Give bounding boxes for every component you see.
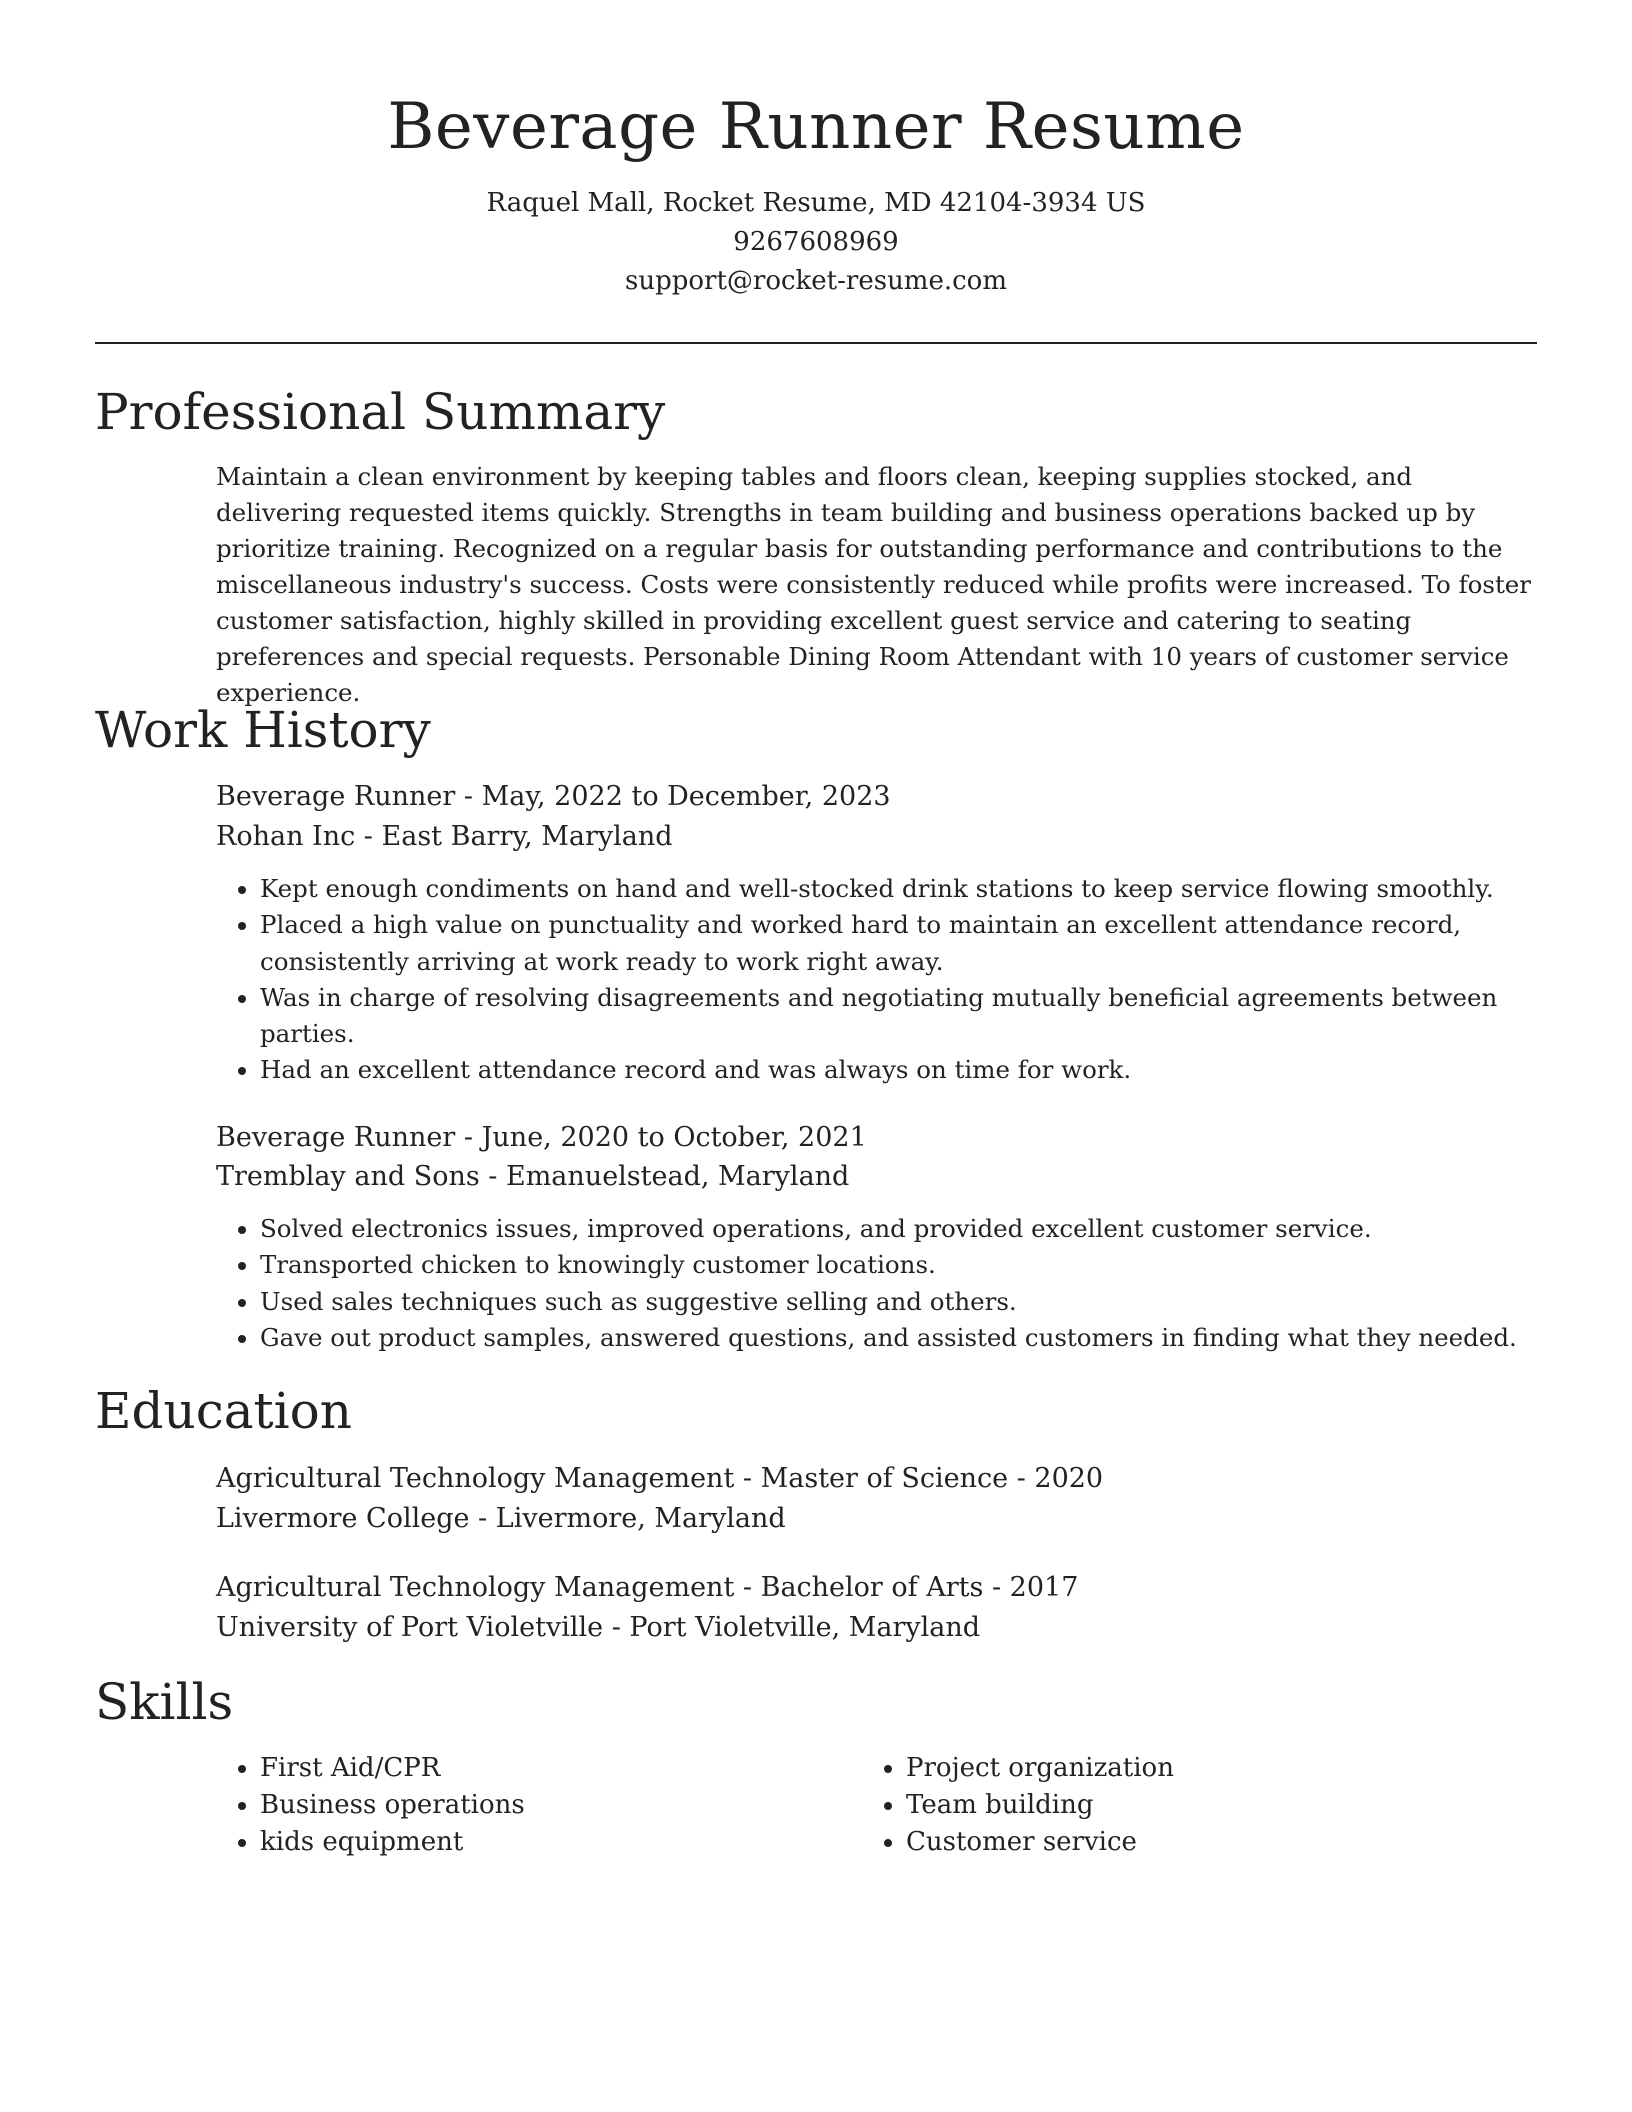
education-degree: Master of Science (760, 1463, 1009, 1494)
list-item: • Was in charge of resolving disagreements and negotiating mutually beneficial agreements between parties. (260, 980, 1560, 1053)
job-bullets (216, 1211, 1560, 1356)
job-location: Emanuelstead, Maryland (506, 1161, 850, 1192)
job-title-line (216, 1118, 867, 1158)
skills-list-right (862, 1750, 1506, 1861)
list-item: • Placed a high value on punctuality and worked hard to maintain an excellent attendance record, consistently arriving at work ready to work right away. (260, 907, 1560, 980)
separator: - (355, 821, 382, 852)
list-item: • Gave out product samples, answered questions, and assisted customers in finding what they needed. (260, 1320, 1560, 1356)
separator: - (603, 1612, 630, 1643)
section-heading-skills: Skills (95, 1673, 234, 1731)
education-school-line (216, 1608, 980, 1648)
education-school: Livermore College (216, 1503, 470, 1534)
job-company: Tremblay and Sons (216, 1161, 480, 1192)
education-school: University of Port Violetville (216, 1612, 604, 1643)
resume-header (0, 84, 1632, 301)
separator: - (455, 781, 482, 812)
job-location: East Barry, Maryland (381, 821, 673, 852)
separator: - (455, 1122, 482, 1153)
education-school-line (216, 1499, 786, 1539)
section-heading-education: Education (95, 1382, 352, 1440)
education-degree-line (216, 1459, 1103, 1499)
job-title-line (216, 777, 891, 817)
education-location: Livermore, Maryland (495, 1503, 786, 1534)
skill-item: • Project organization (906, 1750, 1506, 1787)
contact-address: Raquel Mall, Rocket Resume, MD 42104-3934 US (486, 188, 1146, 218)
job-title: Beverage Runner (216, 1122, 456, 1153)
skill-item: • First Aid/CPR (260, 1750, 820, 1787)
separator: - (734, 1572, 761, 1603)
job-dates: June, 2020 to October, 2021 (481, 1122, 867, 1153)
skill-item: • Business operations (260, 1787, 820, 1824)
job-dates: May, 2022 to December, 2023 (481, 781, 891, 812)
education-degree: Bachelor of Arts (760, 1572, 984, 1603)
separator: - (1008, 1463, 1035, 1494)
education-year: 2020 (1034, 1463, 1104, 1494)
resume-title: Beverage Runner Resume (387, 90, 1245, 164)
contact-phone: 9267608969 (733, 227, 899, 257)
education-field: Agricultural Technology Management (216, 1572, 735, 1603)
skill-item: • kids equipment (260, 1824, 820, 1861)
skills-list-left (216, 1750, 820, 1861)
header-divider (95, 342, 1537, 344)
contact-info (0, 184, 1632, 301)
education-location: Port Violetville, Maryland (629, 1612, 981, 1643)
education-degree-line (216, 1568, 1078, 1608)
contact-email: support@rocket-resume.com (624, 266, 1007, 296)
list-item: • Transported chicken to knowingly customer locations. (260, 1247, 1560, 1283)
job-company: Rohan Inc (216, 821, 356, 852)
section-heading-summary: Professional Summary (95, 383, 666, 441)
list-item: • Solved electronics issues, improved operations, and provided excellent customer service. (260, 1211, 1560, 1247)
section-heading-work-history: Work History (95, 701, 431, 759)
summary-text: Maintain a clean environment by keeping tables and floors clean, keeping supplies stocked, and delivering requested items quickly. Strengths in team building and business operations backed up by prioritize training. Recognized on a regular basis for outstanding performance and contributions to the miscellaneous industry's success. Costs were consistently reduced while profits were increased. To foster customer satisfaction, highly skilled in providing excellent guest service and catering to seating preferences and special requests. Personable Dining Room Attendant with 10 years of customer service experience. (216, 462, 1532, 707)
job-bullets (216, 871, 1560, 1089)
skill-item: • Team building (906, 1787, 1506, 1824)
separator: - (734, 1463, 761, 1494)
job-title: Beverage Runner (216, 781, 456, 812)
job-company-line (216, 1157, 849, 1197)
list-item: • Used sales techniques such as suggestive selling and others. (260, 1284, 1560, 1320)
education-field: Agricultural Technology Management (216, 1463, 735, 1494)
education-year: 2017 (1009, 1572, 1079, 1603)
separator: - (469, 1503, 496, 1534)
list-item: • Had an excellent attendance record and was always on time for work. (260, 1052, 1560, 1088)
job-company-line (216, 817, 673, 857)
list-item: • Kept enough condiments on hand and well-stocked drink stations to keep service flowing smoothly. (260, 871, 1560, 907)
skill-item: • Customer service (906, 1824, 1506, 1861)
separator: - (479, 1161, 506, 1192)
separator: - (983, 1572, 1010, 1603)
